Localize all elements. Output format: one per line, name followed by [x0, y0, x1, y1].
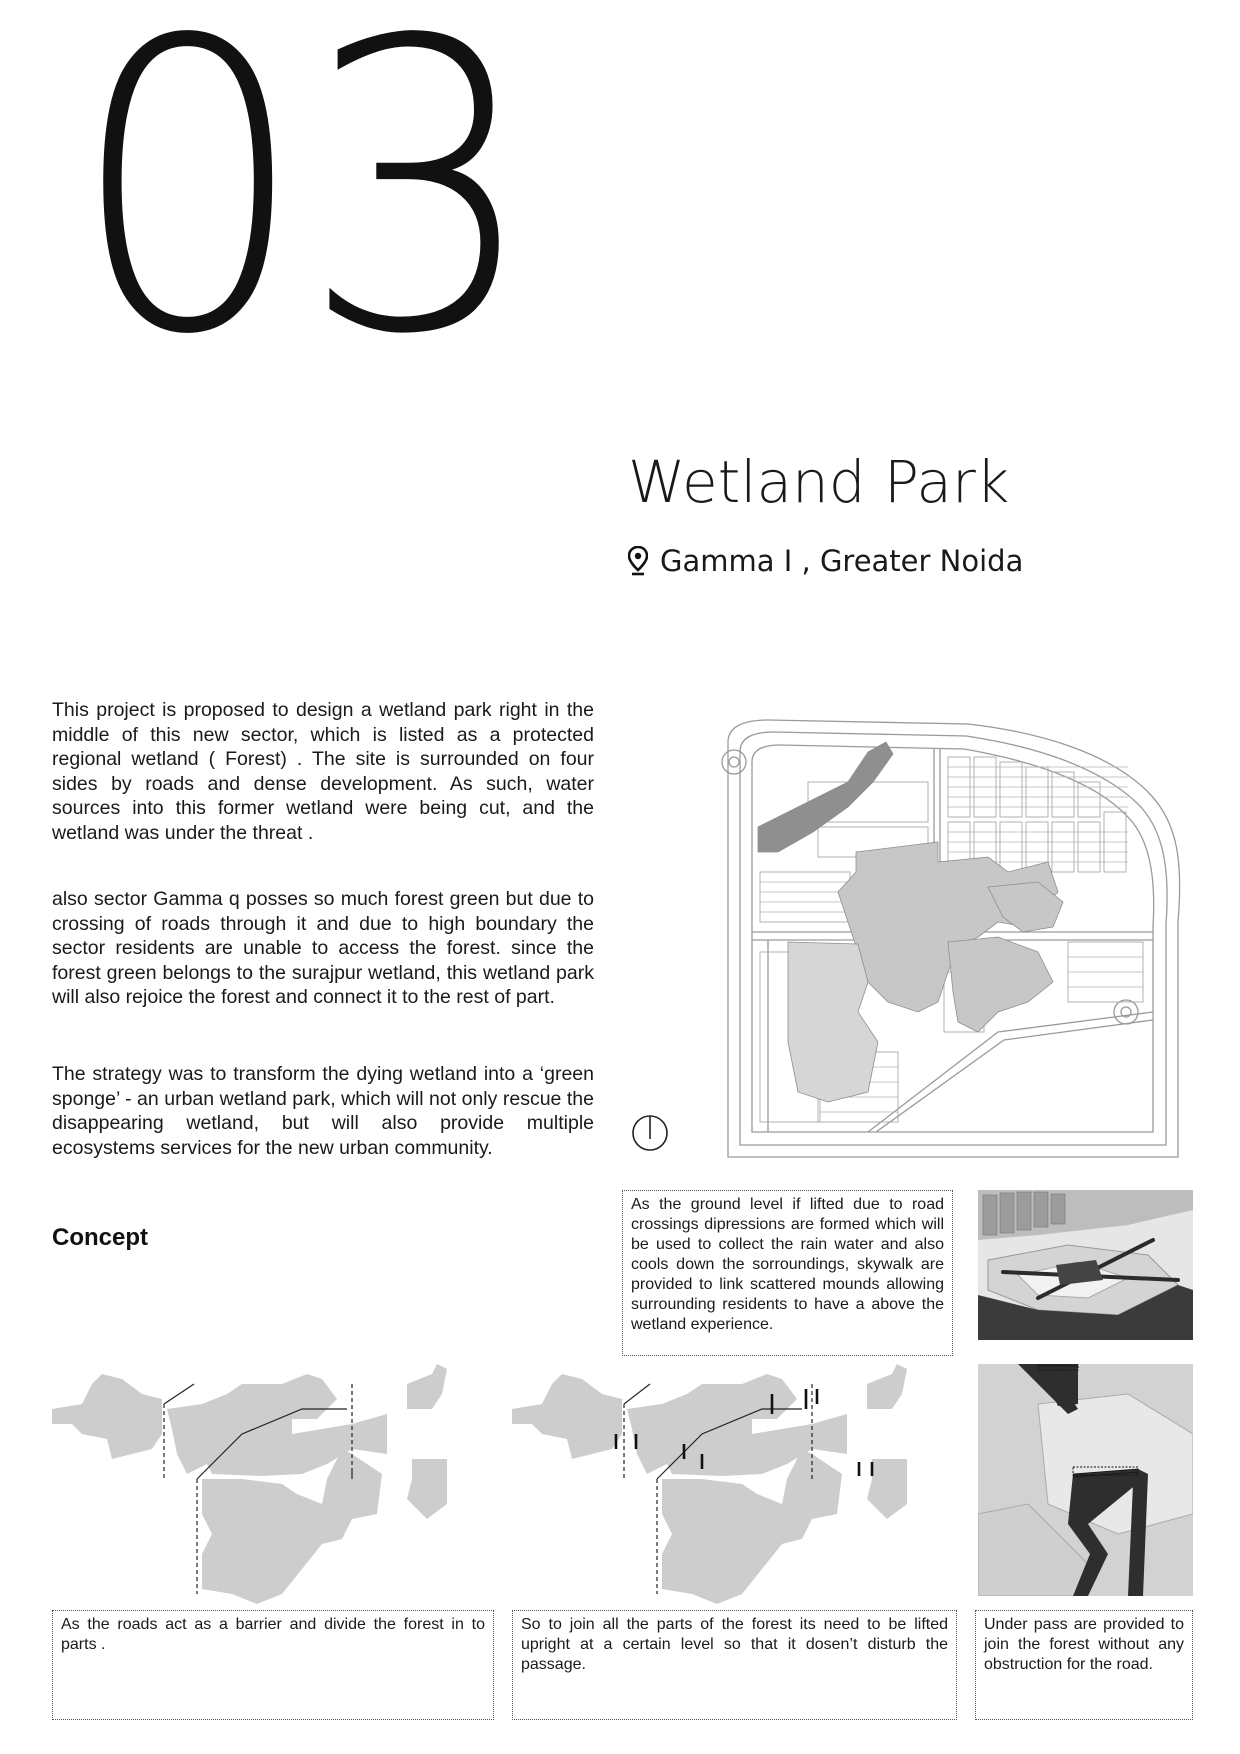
underpass-render [978, 1364, 1193, 1596]
location-text: Gamma I , Greater Noida [660, 544, 1024, 578]
ground-level-note: As the ground level if lifted due to road crossings dipressions are formed which will be used to collect the rain water and also cools down the sorroundings, skywalk are provided to link scattered mounds allowing surrounding residents to have a above the wetland experience. [622, 1190, 953, 1356]
site-plan [708, 712, 1196, 1172]
section-number: 03 [70, 0, 533, 422]
map-pin-icon [628, 546, 648, 576]
forest-lifted-diagram [512, 1364, 957, 1604]
skywalk-render [978, 1190, 1193, 1340]
caption-underpass: Under pass are provided to join the forest without any obstruction for the road. [975, 1610, 1193, 1720]
page-title: Wetland Park [628, 448, 1010, 516]
strategy-paragraph: The strategy was to transform the dying wetland into a ‘green sponge’ - an urban wetland park, which will not only rescue the disappearing wetland, but will also provide multiple ecosystems services for the new urban community. [52, 1063, 594, 1159]
location-line [628, 544, 1023, 578]
forest-divided-diagram [52, 1364, 492, 1604]
caption-roads-barrier: As the roads act as a barrier and divide the forest in to parts . [52, 1610, 494, 1720]
intro-paragraph: This project is proposed to design a wetland park right in the middle of this new sector, which is listed as a protected regional wetland ( Forest) . The site is surrounded on four sides by roads and dense development. As such, water sources into this former wetland were being cut, and the wetland was under the threat . [52, 699, 594, 844]
caption-lift-forest: So to join all the parts of the forest its need to be lifted upright at a certain level so that it dosen’t disturb the passage. [512, 1610, 957, 1720]
forest-paragraph: also sector Gamma q posses so much forest green but due to crossing of roads through it and due to high boundary the sector residents are unable to access the forest. since the forest green belongs to the surajpur wetland, this wetland park will also rejoice the forest and connect it to the rest of part. [52, 888, 594, 1008]
concept-heading: Concept [52, 1224, 148, 1251]
north-arrow-icon [630, 1113, 670, 1153]
